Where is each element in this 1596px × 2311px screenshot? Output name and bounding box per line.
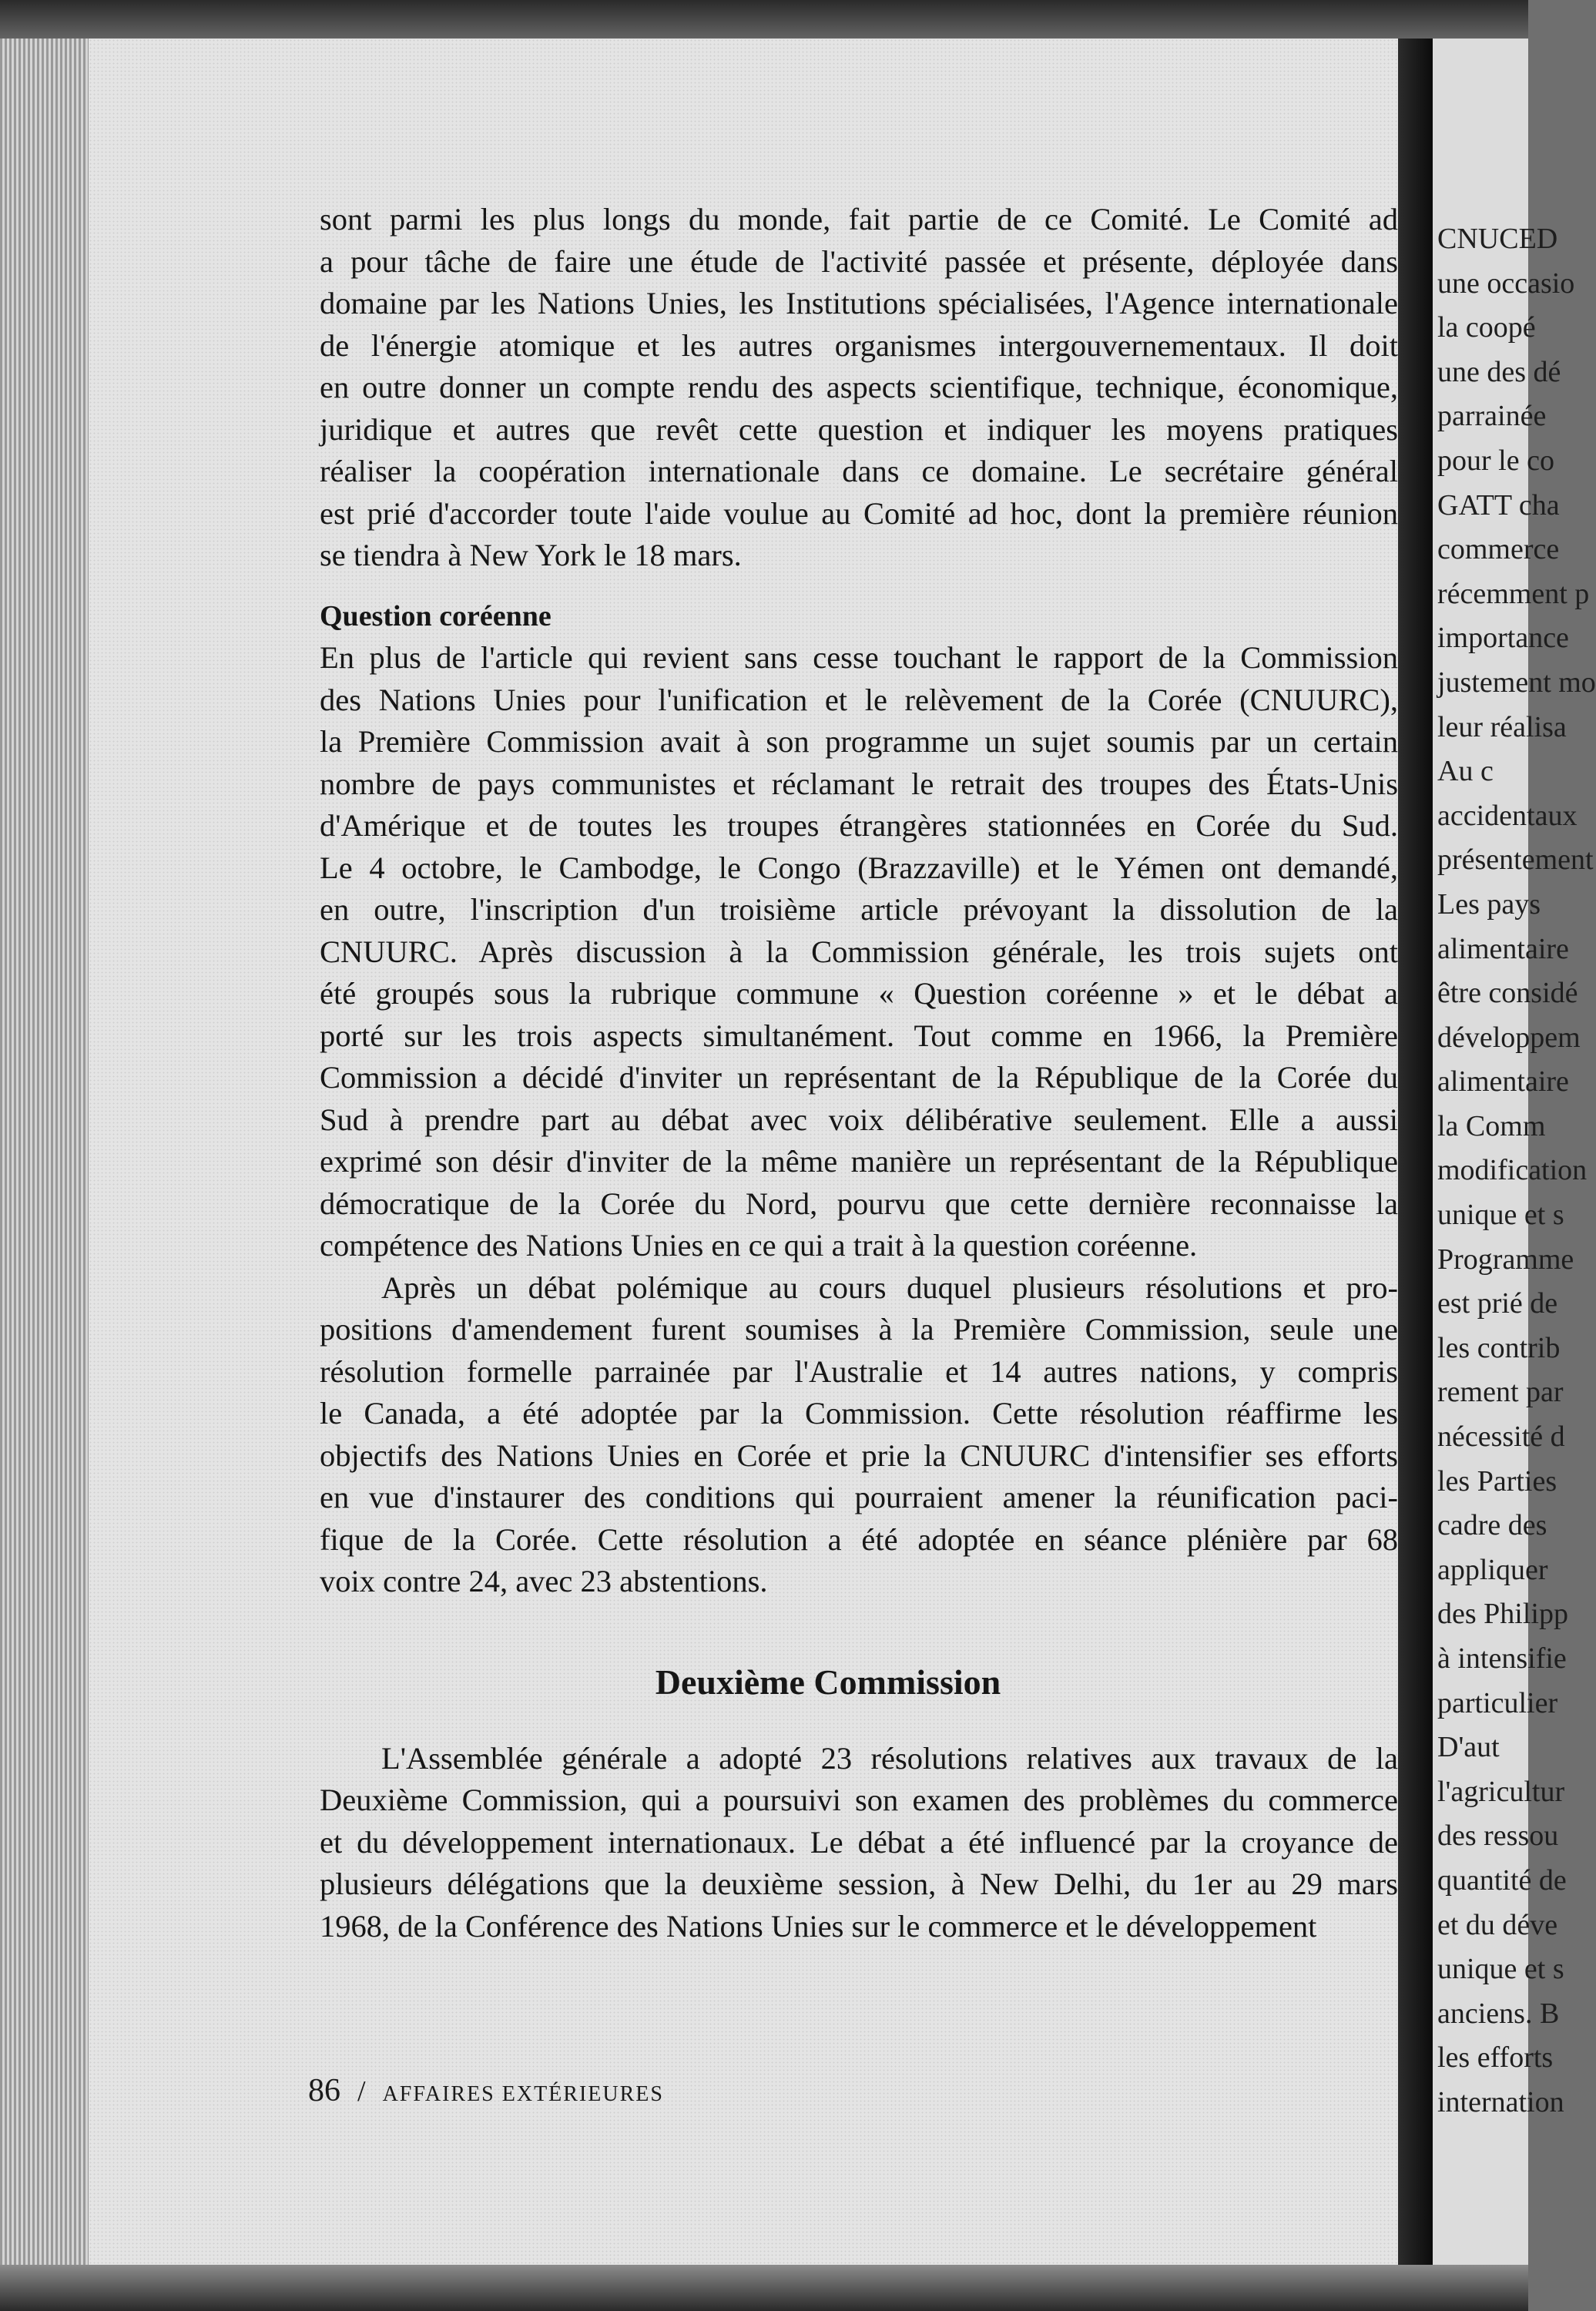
facing-page-fragment (1433, 39, 1596, 2272)
text-line: domaine par les Nations Unies, les Institutions spécialisées, l'Agence internationale (320, 286, 1398, 320)
facing-page-line: internation (1437, 2085, 1564, 2118)
text-line: fique de la Corée. Cette résolution a été adoptée en séance plénière par 68 (320, 1521, 1398, 1557)
facing-page-line: pour le co (1437, 444, 1554, 477)
facing-page-line: particulier (1437, 1686, 1558, 1719)
facing-page-line: être considé (1437, 977, 1578, 1010)
text-line: et du développement internationaux. Le débat a été influencé par la croyance de (320, 1824, 1398, 1860)
paragraph-comite-ad-hoc (320, 199, 1398, 577)
text-line: Commission a décidé d'inviter un représentant de la République de la Corée du (320, 1060, 1398, 1095)
text-line: En plus de l'article qui revient sans cesse touchant le rapport de la Commission (320, 640, 1398, 675)
text-line: sont parmi les plus longs du monde, fait partie de ce Comité. Le Comité ad (320, 202, 1398, 236)
text-line: en vue d'instaurer des conditions qui pourraient amener la réunification paci- (320, 1480, 1398, 1514)
facing-page-line: l'agricultur (1437, 1775, 1565, 1808)
facing-page-line: une occasio (1437, 267, 1575, 300)
facing-page-line: à intensifie (1437, 1642, 1567, 1675)
page-footer (308, 2072, 664, 2109)
text-line: positions d'amendement furent soumises à la Première Commission, seule une (320, 1312, 1398, 1347)
text-line: la Première Commission avait à son programme un sujet soumis par un certain (320, 724, 1398, 759)
facing-page-line: parrainée (1437, 400, 1547, 433)
text-line: nombre de pays communistes et réclamant le retrait des troupes des États-Unis (320, 766, 1398, 801)
paragraph-deuxieme-commission (320, 1738, 1398, 1948)
text-line: des Nations Unies pour l'unification et le relèvement de la Corée (CNUURC), (320, 682, 1398, 717)
page-body (320, 199, 1398, 1947)
text-line: le Canada, a été adoptée par la Commission. Cette résolution réaffirme les (320, 1396, 1398, 1431)
facing-page-line: D'aut (1437, 1731, 1500, 1764)
facing-page-line: des Philipp (1437, 1598, 1568, 1631)
facing-page-line: leur réalisa (1437, 710, 1567, 743)
text-line: voix contre 24, avec 23 abstentions. (320, 1564, 768, 1598)
text-line: résolution formelle parrainée par l'Australie et 14 autres nations, y compris (320, 1353, 1398, 1389)
text-line: compétence des Nations Unies en ce qui a trait à la question coréenne. (320, 1228, 1198, 1263)
facing-page-line: Au c (1437, 755, 1494, 788)
facing-page-line: rement par (1437, 1376, 1564, 1409)
facing-page-line: unique et s (1437, 1953, 1564, 1986)
text-line: 1968, de la Conférence des Nations Unies sur le commerce et le développement (320, 1908, 1317, 1944)
scan-bottom-shadow (0, 2265, 1528, 2311)
paragraph-question-coreenne (320, 637, 1398, 1267)
publication-name: AFFAIRES EXTÉRIEURES (382, 2082, 664, 2106)
footer-separator: / (357, 2075, 366, 2108)
facing-page-line: développem (1437, 1021, 1581, 1054)
page-number: 86 (308, 2073, 340, 2108)
facing-page-line: quantité de (1437, 1863, 1567, 1897)
text-line: L'Assemblée générale a adopté 23 résolutions relatives aux travaux de la (381, 1740, 1398, 1776)
book-gutter (1398, 39, 1433, 2272)
text-line: réaliser la coopération internationale dans ce domaine. Le secrétaire général (320, 454, 1398, 488)
text-line: exprimé son désir d'inviter de la même manière un représentant de la République (320, 1144, 1398, 1179)
text-line: est prié d'accorder toute l'aide voulue au Comité ad hoc, dont la première réunion (320, 495, 1398, 531)
text-line: objectifs des Nations Unies en Corée et prie la CNUURC d'intensifier ses efforts (320, 1437, 1398, 1473)
facing-page-line: les efforts (1437, 2041, 1554, 2075)
text-line: se tiendra à New York le 18 mars. (320, 538, 742, 572)
text-line: Sud à prendre part au débat avec voix délibérative seulement. Elle a aussi (320, 1102, 1398, 1137)
text-line: d'Amérique et de toutes les troupes étrangères stationnées en Corée du Sud. (320, 808, 1398, 843)
facing-page-line: GATT cha (1437, 488, 1560, 522)
facing-page-line: justement mo (1437, 666, 1596, 699)
text-line: été groupés sous la rubrique commune « Question coréenne » et le débat a (320, 976, 1398, 1011)
section-heading: Question coréenne (320, 599, 552, 632)
facing-page-line: une des dé (1437, 355, 1561, 388)
section-title: Deuxième Commission (655, 1662, 1001, 1702)
text-line: porté sur les trois aspects simultanément. Tout comme en 1966, la Première (320, 1018, 1398, 1053)
text-line: de l'énergie atomique et les autres organismes intergouvernementaux. Il doit (320, 327, 1398, 363)
facing-page-line: les Parties (1437, 1464, 1557, 1498)
facing-page-line: récemment p (1437, 577, 1590, 610)
facing-page-line: unique et s (1437, 1199, 1564, 1232)
facing-page-text (1433, 217, 1596, 2125)
text-line: CNUURC. Après discussion à la Commission générale, les trois sujets ont (320, 934, 1398, 969)
facing-page-line: alimentaire (1437, 1065, 1569, 1098)
facing-page-line: et du déve (1437, 1908, 1558, 1941)
facing-page-line: Programme (1437, 1243, 1574, 1276)
facing-page-line: modification (1437, 1154, 1588, 1187)
facing-page-line: la coopé (1437, 311, 1536, 344)
facing-page-line: des ressou (1437, 1820, 1559, 1853)
text-line: Après un débat polémique au cours duquel plusieurs résolutions et pro- (381, 1270, 1398, 1305)
paragraph-resolution (320, 1267, 1398, 1603)
facing-page-line: importance (1437, 622, 1569, 655)
facing-page-line: les contrib (1437, 1331, 1561, 1364)
page-stack-edge (0, 39, 92, 2288)
facing-page-line: est prié de (1437, 1287, 1558, 1320)
text-line: juridique et autres que revêt cette question et indiquer les moyens pratiques (320, 411, 1398, 447)
text-line: Le 4 octobre, le Cambodge, le Congo (Brazzaville) et le Yémen ont demandé, (320, 850, 1398, 885)
text-line: Deuxième Commission, qui a poursuivi son examen des problèmes du commerce (320, 1783, 1398, 1817)
facing-page-line: accidentaux (1437, 799, 1578, 832)
facing-page-line: Les pays (1437, 887, 1541, 921)
facing-page-line: cadre des (1437, 1509, 1547, 1542)
text-line: plusieurs délégations que la deuxième session, à New Delhi, du 1er au 29 mars (320, 1867, 1398, 1901)
facing-page-line: nécessité d (1437, 1420, 1565, 1454)
facing-page-line: anciens. B (1437, 1997, 1560, 2030)
text-line: démocratique de la Corée du Nord, pourvu que cette dernière reconnaisse la (320, 1186, 1398, 1221)
text-line: en outre donner un compte rendu des aspects scientifique, technique, économique, (320, 370, 1398, 404)
facing-page-line: commerce (1437, 533, 1560, 566)
facing-page-line: présentement (1437, 844, 1594, 877)
text-line: en outre, l'inscription d'un troisième article prévoyant la dissolution de la (320, 892, 1398, 927)
facing-page-line: CNUCED (1437, 223, 1558, 255)
facing-page-line: alimentaire (1437, 932, 1569, 965)
facing-page-line: appliquer (1437, 1553, 1548, 1586)
facing-page-line: la Comm (1437, 1109, 1546, 1142)
text-line: a pour tâche de faire une étude de l'activité passée et présente, déployée dans (320, 243, 1398, 279)
